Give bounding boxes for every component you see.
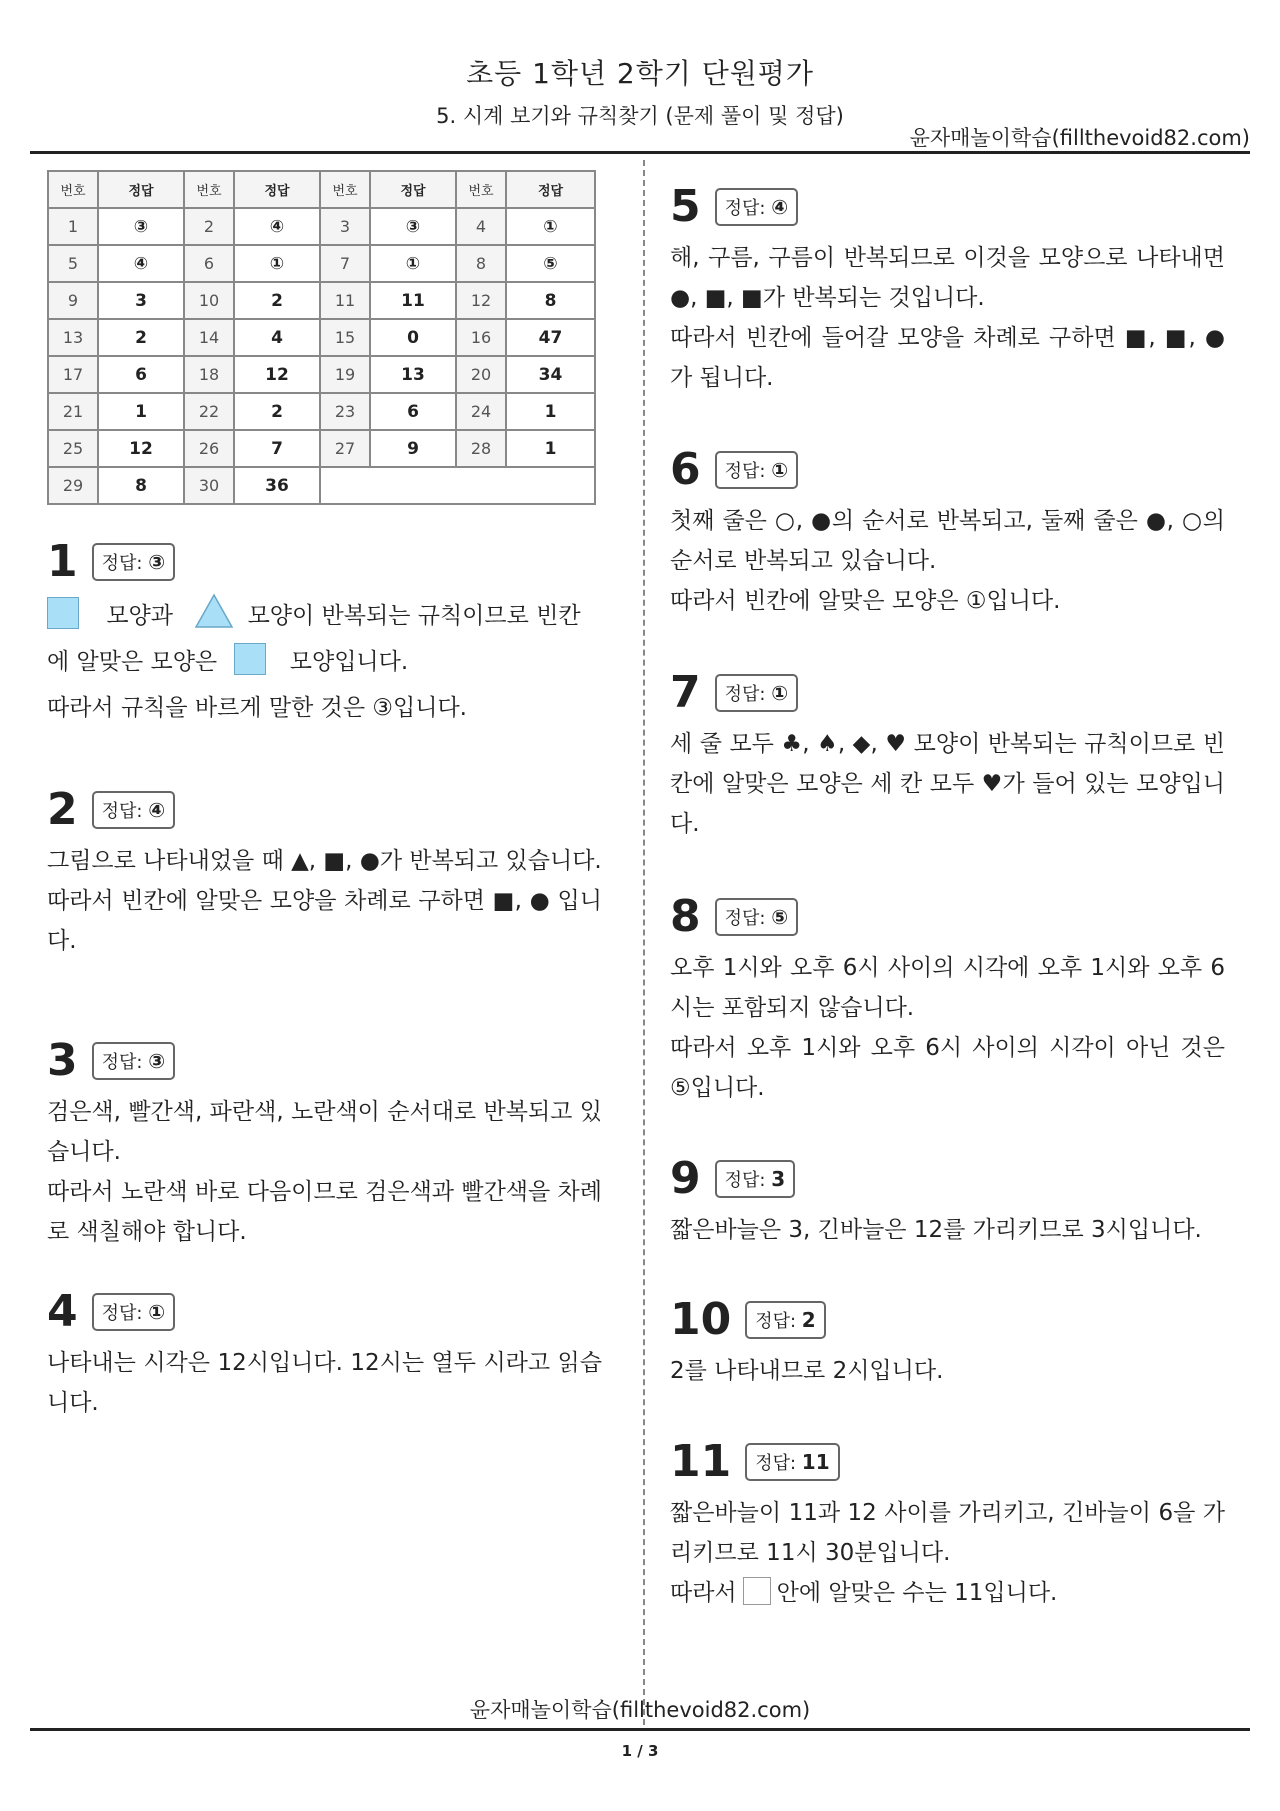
question-number: 8 [670,891,701,942]
question-3 [47,1036,602,1252]
q1-line-1: 모양과 모양이 반복되는 규칙이므로 빈칸 [47,593,602,639]
answer-badge: 정답: ③ [92,1042,176,1080]
answer-badge: 정답: ① [92,1293,176,1331]
question-number: 9 [670,1153,701,1204]
question-number: 7 [670,667,701,718]
q11-final-line: 따라서 안에 알맞은 수는 11입니다. [670,1573,1225,1613]
explanation: 첫째 줄은 ○, ●의 순서로 반복되고, 둘째 줄은 ●, ○의 순서로 반복되고 있습니다. 따라서 빈칸에 알맞은 모양은 ①입니다. [670,508,1225,614]
header-number: 번호 [456,171,506,208]
answer-badge: 정답: ① [715,674,799,712]
table-row [48,319,595,356]
answer-cell: 6 [98,356,184,393]
question-number-cell: 1 [48,208,98,245]
answer-cell: 1 [98,393,184,430]
question-number: 4 [47,1286,78,1337]
blue-square-icon [234,643,266,675]
answer-cell: ⑤ [506,245,595,282]
explanation: 나타내는 시각은 12시입니다. 12시는 열두 시라고 읽습니다. [47,1350,602,1416]
blue-triangle-icon [194,593,234,629]
document-subtitle: 5. 시계 보기와 규칙찾기 (문제 풀이 및 정답) [436,104,844,128]
answer-cell: 6 [370,393,456,430]
question-number-cell: 12 [456,282,506,319]
question-number-cell: 17 [48,356,98,393]
answer-cell: ④ [234,208,320,245]
question-6 [670,445,1225,621]
question-9 [670,1154,1225,1250]
question-number-cell: 10 [184,282,234,319]
answer-cell: ① [234,245,320,282]
table-row [48,467,595,504]
question-number-cell: 21 [48,393,98,430]
answer-badge: 정답: ④ [92,791,176,829]
question-number-cell: 3 [320,208,370,245]
document-title: 초등 1학년 2학기 단원평가 [466,57,814,90]
question-number-cell: 16 [456,319,506,356]
question-number-cell: 14 [184,319,234,356]
explanation: 2를 나타내므로 2시입니다. [670,1358,944,1384]
answer-cell: 2 [234,282,320,319]
q1-line-3: 따라서 규칙을 바르게 말한 것은 ③입니다. [47,695,467,721]
table-row [48,208,595,245]
answer-cell: 11 [370,282,456,319]
answer-cell: ④ [98,245,184,282]
header-answer: 정답 [98,171,184,208]
answer-badge: 정답: ③ [92,543,176,581]
answer-cell: ① [506,208,595,245]
answer-cell: 12 [234,356,320,393]
question-number-cell: 13 [48,319,98,356]
answer-cell: ① [370,245,456,282]
question-7 [670,668,1225,844]
explanation: 짧은바늘은 3, 긴바늘은 12를 가리키므로 3시입니다. [670,1217,1202,1243]
header-number: 번호 [184,171,234,208]
question-8 [670,892,1225,1108]
header-site: 윤자매놀이학습(fillthevoid82.com) [909,126,1250,150]
question-number-cell: 15 [320,319,370,356]
question-number-cell: 7 [320,245,370,282]
header-rule [30,151,1250,154]
question-number-cell: 25 [48,430,98,467]
question-number: 3 [47,1035,78,1086]
question-number: 5 [670,181,701,232]
question-number-cell: 20 [456,356,506,393]
answer-table [47,170,596,505]
question-number: 6 [670,444,701,495]
question-number-cell: 26 [184,430,234,467]
explanation: 그림으로 나타내었을 때 ▲, ■, ●가 반복되고 있습니다. 따라서 빈칸에 알맞은 모양을 차례로 구하면 ■, ● 입니다. [47,848,602,954]
question-number-cell: 28 [456,430,506,467]
answer-cell: ③ [98,208,184,245]
header-answer: 정답 [370,171,456,208]
answer-cell: 4 [234,319,320,356]
question-number: 10 [670,1294,732,1345]
header-answer: 정답 [506,171,595,208]
question-number-cell: 22 [184,393,234,430]
explanation: 짧은바늘이 11과 12 사이를 가리키고, 긴바늘이 6을 가리키므로 11시 30분입니다. [670,1500,1225,1566]
question-10 [670,1295,1225,1391]
question-number-cell: 2 [184,208,234,245]
footer-site: 윤자매놀이학습(fillthevoid82.com) [469,1698,811,1722]
explanation: 검은색, 빨간색, 파란색, 노란색이 순서대로 반복되고 있습니다. 따라서 노란색 바로 다음이므로 검은색과 빨간색을 차례로 색칠해야 합니다. [47,1099,602,1245]
q1-line-2: 에 알맞은 모양은 모양입니다. [47,639,602,685]
question-number: 11 [670,1436,732,1487]
question-number-cell: 29 [48,467,98,504]
question-number: 1 [47,536,78,587]
answer-cell: 1 [506,430,595,467]
answer-badge: 정답: 2 [745,1301,825,1339]
footer-rule [30,1728,1250,1731]
answer-cell: 1 [506,393,595,430]
empty-cell [320,467,595,504]
table-row [48,393,595,430]
answer-badge: 정답: ⑤ [715,898,799,936]
answer-cell: 2 [234,393,320,430]
answer-badge: 정답: ① [715,451,799,489]
answer-cell: 9 [370,430,456,467]
empty-box-icon [743,1577,771,1605]
explanation: 오후 1시와 오후 6시 사이의 시각에 오후 1시와 오후 6시는 포함되지 않습니다. 따라서 오후 1시와 오후 6시 사이의 시각이 아닌 것은 ⑤입니다. [670,955,1225,1101]
question-number: 2 [47,784,78,835]
explanation: 세 줄 모두 ♣, ♠, ◆, ♥ 모양이 반복되는 규칙이므로 빈칸에 알맞은 모양은 세 칸 모두 ♥가 들어 있는 모양입니다. [670,731,1225,837]
column-divider [643,160,645,1725]
answer-cell: 7 [234,430,320,467]
question-5 [670,182,1225,398]
question-number-cell: 5 [48,245,98,282]
page-number: 1 / 3 [621,1742,659,1760]
question-number-cell: 27 [320,430,370,467]
table-row [48,356,595,393]
header-number: 번호 [320,171,370,208]
question-1 [47,537,602,731]
answer-cell: 13 [370,356,456,393]
question-number-cell: 18 [184,356,234,393]
question-2 [47,785,602,961]
question-11 [670,1437,1225,1613]
answer-badge: 정답: ④ [715,188,799,226]
table-row [48,282,595,319]
answer-cell: 36 [234,467,320,504]
question-number-cell: 24 [456,393,506,430]
answer-badge: 정답: 11 [745,1443,839,1481]
answer-cell: 8 [98,467,184,504]
answer-table-header [48,171,595,208]
question-number-cell: 6 [184,245,234,282]
question-number-cell: 9 [48,282,98,319]
answer-cell: ③ [370,208,456,245]
table-row [48,430,595,467]
table-row [48,245,595,282]
answer-cell: 47 [506,319,595,356]
answer-cell: 0 [370,319,456,356]
blue-square-icon [47,597,79,629]
answer-cell: 2 [98,319,184,356]
question-number-cell: 30 [184,467,234,504]
header-number: 번호 [48,171,98,208]
answer-cell: 12 [98,430,184,467]
question-number-cell: 11 [320,282,370,319]
answer-cell: 34 [506,356,595,393]
answer-cell: 3 [98,282,184,319]
answer-badge: 정답: 3 [715,1160,795,1198]
answer-cell: 8 [506,282,595,319]
header-answer: 정답 [234,171,320,208]
question-number-cell: 8 [456,245,506,282]
explanation: 해, 구름, 구름이 반복되므로 이것을 모양으로 나타내면 ●, ■, ■가 반복되는 것입니다. 따라서 빈칸에 들어갈 모양을 차례로 구하면 ■, ■, ●가 됩니다. [670,245,1225,391]
question-4 [47,1287,602,1423]
question-number-cell: 23 [320,393,370,430]
question-number-cell: 4 [456,208,506,245]
question-number-cell: 19 [320,356,370,393]
